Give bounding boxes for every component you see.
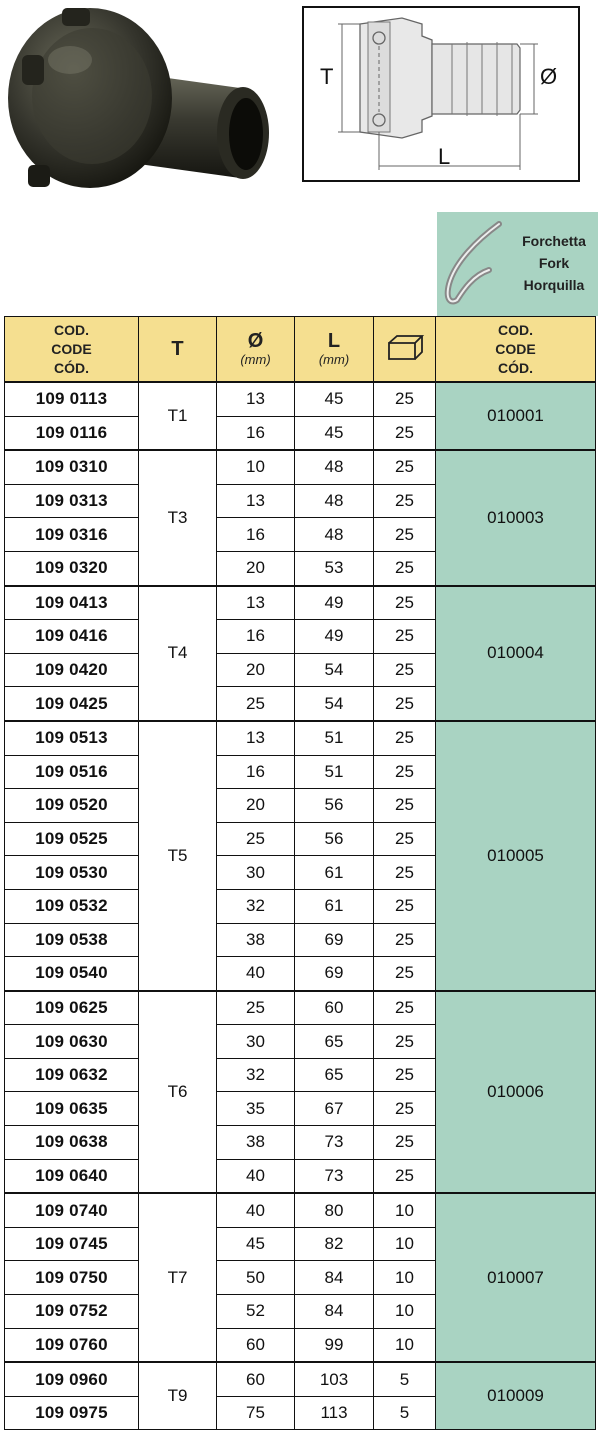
box-quantity: 25 xyxy=(374,889,436,923)
length-mm: 51 xyxy=(295,721,374,755)
length-mm: 103 xyxy=(295,1362,374,1396)
table-row xyxy=(5,450,596,484)
thread-size: T9 xyxy=(139,1362,217,1430)
header-box xyxy=(374,317,436,383)
diameter-mm: 10 xyxy=(217,450,295,484)
product-code: 109 0752 xyxy=(5,1295,139,1329)
diameter-mm: 50 xyxy=(217,1261,295,1295)
diameter-mm: 16 xyxy=(217,518,295,552)
technical-drawing xyxy=(302,6,580,182)
length-mm: 48 xyxy=(295,518,374,552)
diameter-mm: 20 xyxy=(217,551,295,585)
diameter-mm: 20 xyxy=(217,653,295,687)
product-code: 109 0638 xyxy=(5,1126,139,1160)
box-quantity: 25 xyxy=(374,1058,436,1092)
diameter-mm: 40 xyxy=(217,957,295,991)
length-mm: 65 xyxy=(295,1025,374,1059)
fork-code: 010001 xyxy=(436,382,596,450)
fork-clip-icon xyxy=(437,212,511,316)
length-mm: 45 xyxy=(295,382,374,416)
box-quantity: 25 xyxy=(374,755,436,789)
fork-code: 010005 xyxy=(436,721,596,991)
fork-label-en: Fork xyxy=(538,255,570,271)
header-length: L (mm) xyxy=(295,317,374,383)
table-row xyxy=(5,991,596,1025)
product-code: 109 0740 xyxy=(5,1193,139,1227)
diameter-mm: 25 xyxy=(217,822,295,856)
box-quantity: 25 xyxy=(374,923,436,957)
diameter-mm: 13 xyxy=(217,721,295,755)
length-mm: 45 xyxy=(295,416,374,450)
diameter-mm: 40 xyxy=(217,1159,295,1193)
length-mm: 80 xyxy=(295,1193,374,1227)
box-quantity: 25 xyxy=(374,1159,436,1193)
length-mm: 69 xyxy=(295,923,374,957)
box-quantity: 5 xyxy=(374,1396,436,1430)
fork-legend xyxy=(437,212,598,316)
length-mm: 56 xyxy=(295,822,374,856)
product-code: 109 0532 xyxy=(5,889,139,923)
diameter-mm: 25 xyxy=(217,991,295,1025)
dim-label-l: L xyxy=(438,144,451,169)
table-row xyxy=(5,721,596,755)
table-row xyxy=(5,586,596,620)
diameter-mm: 13 xyxy=(217,586,295,620)
diameter-mm: 32 xyxy=(217,889,295,923)
length-mm: 54 xyxy=(295,653,374,687)
product-photo xyxy=(0,0,290,200)
table-body xyxy=(5,382,596,1430)
dim-label-diameter: Ø xyxy=(540,64,558,89)
product-code: 109 0640 xyxy=(5,1159,139,1193)
diameter-mm: 60 xyxy=(217,1328,295,1362)
diameter-mm: 20 xyxy=(217,789,295,823)
fork-code: 010009 xyxy=(436,1362,596,1430)
box-quantity: 25 xyxy=(374,518,436,552)
header-diameter: Ø (mm) xyxy=(217,317,295,383)
length-mm: 53 xyxy=(295,551,374,585)
length-mm: 61 xyxy=(295,856,374,890)
product-code: 109 0420 xyxy=(5,653,139,687)
length-mm: 99 xyxy=(295,1328,374,1362)
product-code: 109 0525 xyxy=(5,822,139,856)
diameter-mm: 30 xyxy=(217,1025,295,1059)
product-code: 109 0625 xyxy=(5,991,139,1025)
product-code: 109 0416 xyxy=(5,620,139,654)
box-quantity: 25 xyxy=(374,687,436,721)
length-mm: 49 xyxy=(295,620,374,654)
box-quantity: 10 xyxy=(374,1193,436,1227)
box-quantity: 25 xyxy=(374,450,436,484)
header-fork-code: COD. CODE CÓD. xyxy=(436,317,596,383)
box-quantity: 25 xyxy=(374,382,436,416)
product-code: 109 0540 xyxy=(5,957,139,991)
box-quantity: 10 xyxy=(374,1227,436,1261)
table-row xyxy=(5,1193,596,1227)
product-code: 109 0425 xyxy=(5,687,139,721)
product-code: 109 0513 xyxy=(5,721,139,755)
header-code: COD. CODE CÓD. xyxy=(5,317,139,383)
product-code: 109 0630 xyxy=(5,1025,139,1059)
diameter-mm: 38 xyxy=(217,923,295,957)
diameter-mm: 75 xyxy=(217,1396,295,1430)
diameter-mm: 35 xyxy=(217,1092,295,1126)
box-quantity: 10 xyxy=(374,1328,436,1362)
product-code: 109 0632 xyxy=(5,1058,139,1092)
diameter-mm: 13 xyxy=(217,382,295,416)
box-quantity: 5 xyxy=(374,1362,436,1396)
length-mm: 49 xyxy=(295,586,374,620)
length-mm: 65 xyxy=(295,1058,374,1092)
product-code: 109 0313 xyxy=(5,484,139,518)
product-code: 109 0310 xyxy=(5,450,139,484)
diameter-mm: 45 xyxy=(217,1227,295,1261)
diameter-mm: 30 xyxy=(217,856,295,890)
diameter-mm: 52 xyxy=(217,1295,295,1329)
box-quantity: 25 xyxy=(374,991,436,1025)
diameter-mm: 60 xyxy=(217,1362,295,1396)
length-mm: 84 xyxy=(295,1261,374,1295)
box-quantity: 10 xyxy=(374,1295,436,1329)
length-mm: 51 xyxy=(295,755,374,789)
product-code: 109 0745 xyxy=(5,1227,139,1261)
product-code: 109 0413 xyxy=(5,586,139,620)
diameter-mm: 25 xyxy=(217,687,295,721)
box-quantity: 25 xyxy=(374,1092,436,1126)
diameter-mm: 13 xyxy=(217,484,295,518)
diameter-mm: 16 xyxy=(217,416,295,450)
product-code: 109 0635 xyxy=(5,1092,139,1126)
box-quantity: 25 xyxy=(374,1025,436,1059)
header-t: T xyxy=(139,317,217,383)
length-mm: 67 xyxy=(295,1092,374,1126)
length-mm: 82 xyxy=(295,1227,374,1261)
box-quantity: 25 xyxy=(374,957,436,991)
box-icon xyxy=(385,332,425,362)
box-quantity: 25 xyxy=(374,1126,436,1160)
length-mm: 73 xyxy=(295,1126,374,1160)
product-code: 109 0530 xyxy=(5,856,139,890)
box-quantity: 25 xyxy=(374,721,436,755)
box-quantity: 25 xyxy=(374,620,436,654)
length-mm: 73 xyxy=(295,1159,374,1193)
box-quantity: 25 xyxy=(374,416,436,450)
diameter-mm: 16 xyxy=(217,755,295,789)
thread-size: T7 xyxy=(139,1193,217,1362)
length-mm: 69 xyxy=(295,957,374,991)
length-mm: 84 xyxy=(295,1295,374,1329)
fork-code: 010007 xyxy=(436,1193,596,1362)
product-code: 109 0960 xyxy=(5,1362,139,1396)
diameter-mm: 32 xyxy=(217,1058,295,1092)
product-code: 109 0320 xyxy=(5,551,139,585)
box-quantity: 25 xyxy=(374,789,436,823)
product-code: 109 0520 xyxy=(5,789,139,823)
box-quantity: 25 xyxy=(374,653,436,687)
box-quantity: 10 xyxy=(374,1261,436,1295)
length-mm: 48 xyxy=(295,450,374,484)
table-row xyxy=(5,382,596,416)
product-code: 109 0113 xyxy=(5,382,139,416)
box-quantity: 25 xyxy=(374,856,436,890)
fork-code: 010004 xyxy=(436,586,596,721)
thread-size: T6 xyxy=(139,991,217,1194)
length-mm: 48 xyxy=(295,484,374,518)
product-code: 109 0975 xyxy=(5,1396,139,1430)
product-code: 109 0316 xyxy=(5,518,139,552)
product-code: 109 0538 xyxy=(5,923,139,957)
fork-code: 010003 xyxy=(436,450,596,585)
dim-label-t: T xyxy=(320,64,334,89)
length-mm: 61 xyxy=(295,889,374,923)
product-code: 109 0116 xyxy=(5,416,139,450)
thread-size: T3 xyxy=(139,450,217,585)
product-table xyxy=(4,316,596,1430)
box-quantity: 25 xyxy=(374,586,436,620)
table-row xyxy=(5,1362,596,1396)
diameter-mm: 16 xyxy=(217,620,295,654)
product-code: 109 0516 xyxy=(5,755,139,789)
length-mm: 113 xyxy=(295,1396,374,1430)
fork-label-it: Forchetta xyxy=(522,233,586,249)
thread-size: T5 xyxy=(139,721,217,991)
box-quantity: 25 xyxy=(374,822,436,856)
product-code: 109 0760 xyxy=(5,1328,139,1362)
diameter-mm: 38 xyxy=(217,1126,295,1160)
table-header xyxy=(5,317,596,383)
length-mm: 54 xyxy=(295,687,374,721)
length-mm: 60 xyxy=(295,991,374,1025)
length-mm: 56 xyxy=(295,789,374,823)
box-quantity: 25 xyxy=(374,484,436,518)
thread-size: T1 xyxy=(139,382,217,450)
product-code: 109 0750 xyxy=(5,1261,139,1295)
diameter-mm: 40 xyxy=(217,1193,295,1227)
fork-code: 010006 xyxy=(436,991,596,1194)
fork-label-es: Horquilla xyxy=(523,277,585,293)
thread-size: T4 xyxy=(139,586,217,721)
box-quantity: 25 xyxy=(374,551,436,585)
